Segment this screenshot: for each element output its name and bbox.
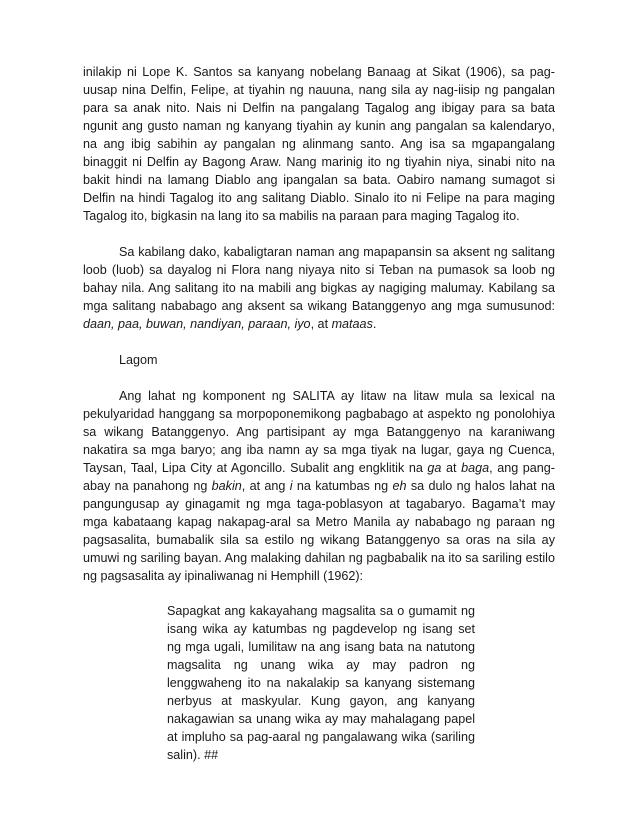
lagom-text-2: at (441, 461, 462, 475)
word-ga: ga (427, 461, 442, 475)
lagom-text-3: , ang pang-abay na panahong ng (83, 461, 555, 493)
block-quote-hemphill: Sapagkat ang kakayahang magsalita sa o gumamit ng isang wika ay katumbas ng pagdevelop ng isang set ng mga ugali, lumilitaw na ang isang bata na natutong magsalita ng unang wika ay may padron ng lenggwaheng ito na nakalakip sa kanyang sistemang nerbyus at maskyular. Kung gayon, ang kanyang nakagawian sa unang wika ay may mahalagang papel at impluho sa pag-aaral ng pangalawang wika (sariling salin). ## (167, 604, 475, 762)
aksent-text: Sa kabilang dako, kabaligtaran naman ang mapapansin sa aksent ng salitang loob (luob) sa dayalog ni Flora nang niyaya nito si Teban na pumasok sa loob ng bahay nila. Ang salitang ito na mabili ang bigkas ay nagiging malumay. Kabilang sa mga salitang nababago ang aksent sa wikang Batanggenyo ang mga sumusunod: (83, 245, 555, 313)
paragraph-aksent (83, 243, 555, 333)
document-page (83, 63, 555, 764)
paragraph-banaag-at-sikat: inilakip ni Lope K. Santos sa kanyang nobelang Banaag at Sikat (1906), sa pag-uusap nina Delfin, Felipe, at tiyahin ng nauuna, nang sila ay nag-iisip ng pangalan para sa anak nito. Nais ni Delfin na pangalang Tagalog ang ibigay para sa bata ngunit ang gusto naman ng kanyang tiyahin ay kunin ang pangalan sa kalendaryo, na ang ibig sabihin ay pangalan ng alinmang santo. Ang isa sa mgapangalang binaggit ni Delfin ay Bagong Araw. Nang marinig ito ng tiyahin niya, sinabi nito na bakit hindi na lamang Diablo ang ipangalan sa bata. Oabiro namang sumagot si Delfin na hindi Tagalog ito ang salitang Diablo. Sinalo ito ni Felipe na para maging Tagalog ito, bigkasin na lang ito sa mabilis na paraan para maging Tagalog ito. (83, 65, 555, 223)
section-heading-lagom: Lagom (119, 353, 158, 367)
paragraph-lagom (83, 387, 555, 585)
word-eh: eh (392, 479, 407, 493)
lagom-text-5: na katumbas ng (292, 479, 393, 493)
aksent-connector: , at (310, 317, 332, 331)
aksent-end: . (372, 317, 377, 331)
word-baga: baga (461, 461, 490, 475)
lagom-text-4: , at ang (241, 479, 290, 493)
word-i: i (289, 479, 293, 493)
aksent-last-example: mataas (331, 317, 373, 331)
aksent-examples: daan, paa, buwan, nandiyan, paraan, iyo (83, 317, 311, 331)
lagom-text-1: Ang lahat ng komponent ng SALITA ay litaw na litaw mula sa lexical na pekulyaridad hanggang sa morpoponemikong pagbabago at aspekto ng ponolohiya sa wikang Batanggenyo. Ang partisipant ay mga Batanggenyo na karaniwang nakatira sa mga baryo; ang iba namn ay sa mga tiyak na lugar, gaya ng Cuenca, Taysan, Taal, Lipa City at Agoncillo. Subalit ang engklitik na (83, 389, 555, 475)
word-bakin: bakin (211, 479, 242, 493)
lagom-text-6: sa dulo ng halos lahat na pangungusap ay ginagamit ng mga taga-poblasyon at tagabaryo. Bagama’t may mga kabataang kapag nakapag-aral sa Metro Manila ay nababago ng paraan ng pagsasalita, bumabalik sila sa estilo ng wikang Batanggenyo sa oras na sila ay umuwi ng sariling bayan. Ang malaking dahilan ng pagbabalik na ito sa sariling estilo ng pagsasalita ay ipinaliwanag ni Hemphill (1962): (83, 479, 555, 583)
